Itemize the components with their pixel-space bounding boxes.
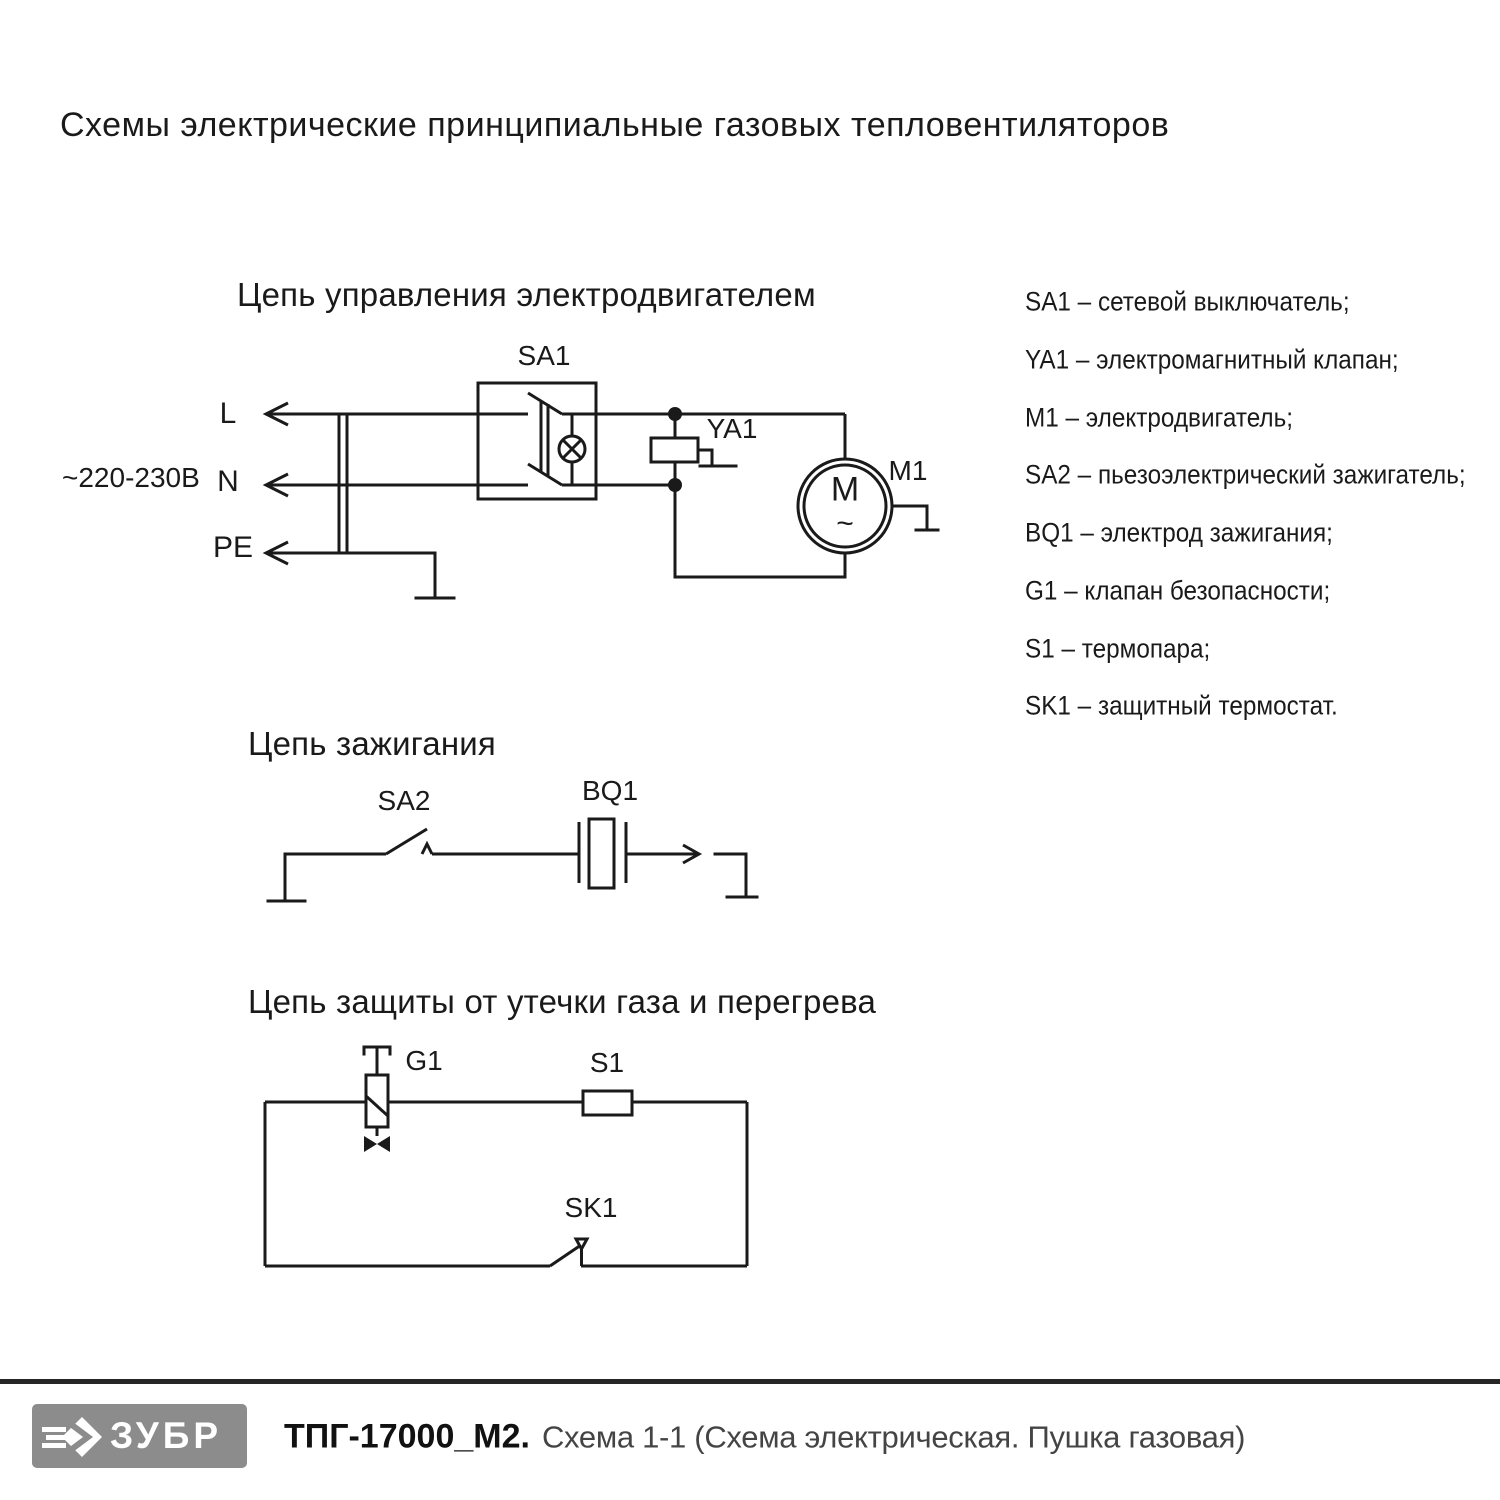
sa1-label: SA1	[517, 340, 571, 371]
zubr-logo-text: ЗУБР	[110, 1415, 223, 1456]
voltage-label: ~220-230В	[62, 462, 200, 493]
s1-label: S1	[589, 1047, 625, 1078]
motor-letter: M	[830, 470, 860, 509]
circuit-ignition-title: Цепь зажигания	[248, 725, 496, 762]
ground-pe-icon	[416, 553, 454, 598]
legend-item-m1: M1 – электродвигатель;	[1025, 402, 1293, 433]
footer-separator	[0, 1379, 1500, 1384]
bq1-label: BQ1	[581, 775, 639, 806]
legend-item-ya1: YA1 – электромагнитный клапан;	[1025, 344, 1399, 375]
g1-label: G1	[405, 1045, 443, 1076]
terminal-n-label: N	[217, 465, 239, 498]
circuit-motor-title: Цепь управления электродвигателем	[237, 276, 816, 313]
circuit-protection-wires	[265, 1047, 747, 1266]
legend-item-sk1: SK1 – защитный термостат.	[1025, 690, 1338, 721]
legend-item-sa1: SA1 – сетевой выключатель;	[1025, 286, 1350, 317]
sa2-label: SA2	[377, 785, 431, 816]
wire-motor-return	[675, 485, 845, 577]
sa2-switch-symbol	[386, 829, 432, 854]
ya1-label: YA1	[706, 413, 758, 444]
circuit-protection-title: Цепь защиты от утечки газа и перегрева	[248, 983, 877, 1020]
bq1-electrode-symbol	[579, 819, 626, 888]
circuit-ignition-wires	[268, 819, 757, 901]
ground-ignition-right-icon	[715, 854, 757, 897]
ground-motor-icon	[892, 506, 938, 530]
page-title: Схемы электрические принципиальные газовых тепловентиляторов	[60, 106, 1170, 144]
zubr-logo-emblem-icon	[40, 1408, 106, 1464]
ground-ignition-left-icon	[268, 854, 305, 901]
legend-item-bq1: BQ1 – электрод зажигания;	[1025, 517, 1333, 548]
footer-caption	[284, 1418, 1245, 1457]
legend-item-g1: G1 – клапан безопасности;	[1025, 575, 1331, 606]
sk1-thermostat-symbol	[550, 1239, 587, 1266]
m1-label: M1	[888, 455, 928, 486]
zubr-logo	[32, 1404, 247, 1468]
legend-item-sa2: SA2 – пьезоэлектрический зажигатель;	[1025, 459, 1466, 490]
footer-model: ТПГ-17000_М2.	[284, 1417, 530, 1456]
motor-ac-sign: ~	[836, 507, 854, 540]
terminal-pe-label: PE	[212, 531, 254, 564]
footer-note: Схема 1-1 (Схема электрическая. Пушка газовая)	[541, 1419, 1246, 1455]
legend-item-s1: S1 – термопара;	[1025, 633, 1211, 664]
terminal-l-label: L	[219, 397, 237, 430]
sa1-switch-symbol	[478, 383, 596, 499]
ground-ya1-icon	[698, 450, 736, 466]
s1-thermocouple-symbol	[583, 1091, 632, 1115]
sk1-label: SK1	[564, 1192, 618, 1223]
g1-valve-symbol	[364, 1047, 390, 1152]
